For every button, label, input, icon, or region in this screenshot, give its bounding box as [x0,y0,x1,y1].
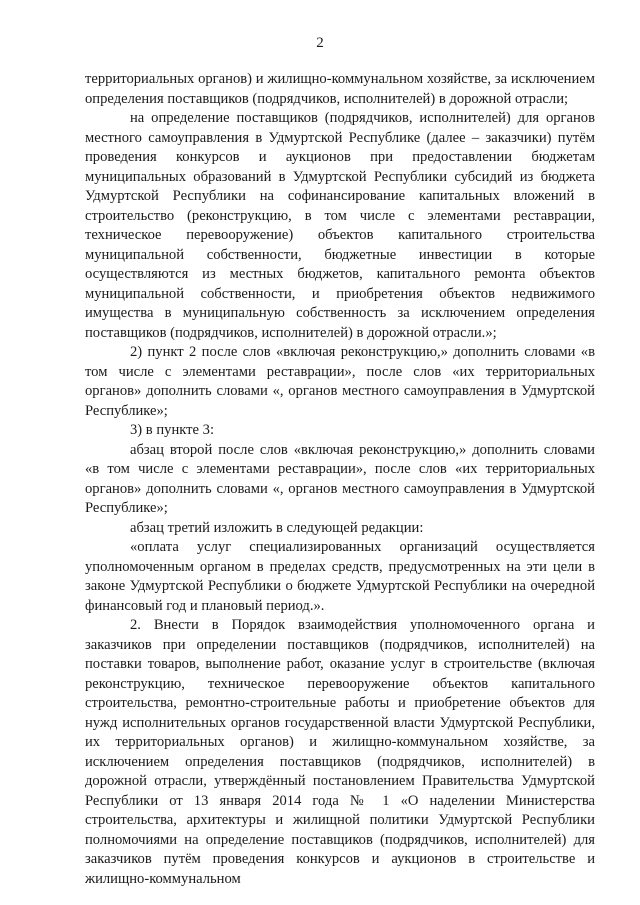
paragraph-item-2: 2) пункт 2 после слов «включая реконструкцию,» дополнить словами «в том числе с элементами реставрации», после слов «их территориальных органов» дополнить словами «, органов местного самоуправления в Удмуртской Республике»; [85,344,595,419]
paragraph-item-3: 3) в пункте 3: [130,422,215,438]
paragraph-abzac-2: абзац второй после слов «включая реконструкцию,» дополнить словами «в том числе с элементами реставрации», после слов «их территориальных органов» дополнить словами «, органов местного самоуправления в Удмуртской Республике»; [85,441,595,516]
paragraph-quoted-payment: «оплата услуг специализированных организаций осуществляется уполномоченным органом в пределах средств, предусмотренных на эти цели в законе Удмуртской Республики о бюджете Удмуртской Республики на очередной финансовый год и плановый период.». [85,539,595,614]
paragraph-local-self-government: на определение поставщиков (подрядчиков, исполнителей) для органов местного самоуправления в Удмуртской Республике (далее – заказчики) путём проведения конкурсов и аукционов при предоставлении бюджетам муниципальных образований в Удмуртской Республики субсидий из бюджета Удмуртской Республики на софинансирование капитальных вложений в строительство (реконструкцию, в том числе с элементами реставрации, техническое перевооружение) объектов капитального строительства муниципальной собственности, бюджетные инвестиции в которые осуществляются из местных бюджетов, капитального ремонта объектов муниципальной собственности, и приобретения объектов недвижимого имущества в муниципальную собственность за исключением определения поставщиков (подрядчиков, исполнителей) в дорожной отрасли.»; [85,110,595,341]
document-body [85,70,595,889]
paragraph-continuation: территориальных органов) и жилищно-коммунальном хозяйстве, за исключением определения поставщиков (подрядчиков, исполнителей) в дорожной отрасли; [85,71,595,107]
paragraph-abzac-3: абзац третий изложить в следующей редакции: [130,519,424,536]
paragraph-section-2: 2. Внести в Порядок взаимодействия уполномоченного органа и заказчиков при определении поставщиков (подрядчиков, исполнителей) на поставки товаров, выполнение работ, оказание услуг в строительстве (включая реконструкцию, техническое перевооружение объектов капитального строительства, ремонтно-строительные работы и приобретение объектов для нужд исполнительных органов государственной власти Удмуртской Республики, их территориальных органов) и жилищно-коммунальном хозяйстве, за исключением определения поставщиков (подрядчиков, исполнителей) в дорожной отрасли, утверждённый постановлением Правительства Удмуртской Республики от 13 января 2014 года № 1 «О наделении Министерства строительства, архитектуры и жилищной политики Удмуртской Республики полномочиями на определение поставщиков (подрядчиков, исполнителей) для заказчиков путём проведения конкурсов и аукционов в строительстве и жилищно-коммунальном [85,617,595,887]
page-number: 2 [316,35,324,51]
